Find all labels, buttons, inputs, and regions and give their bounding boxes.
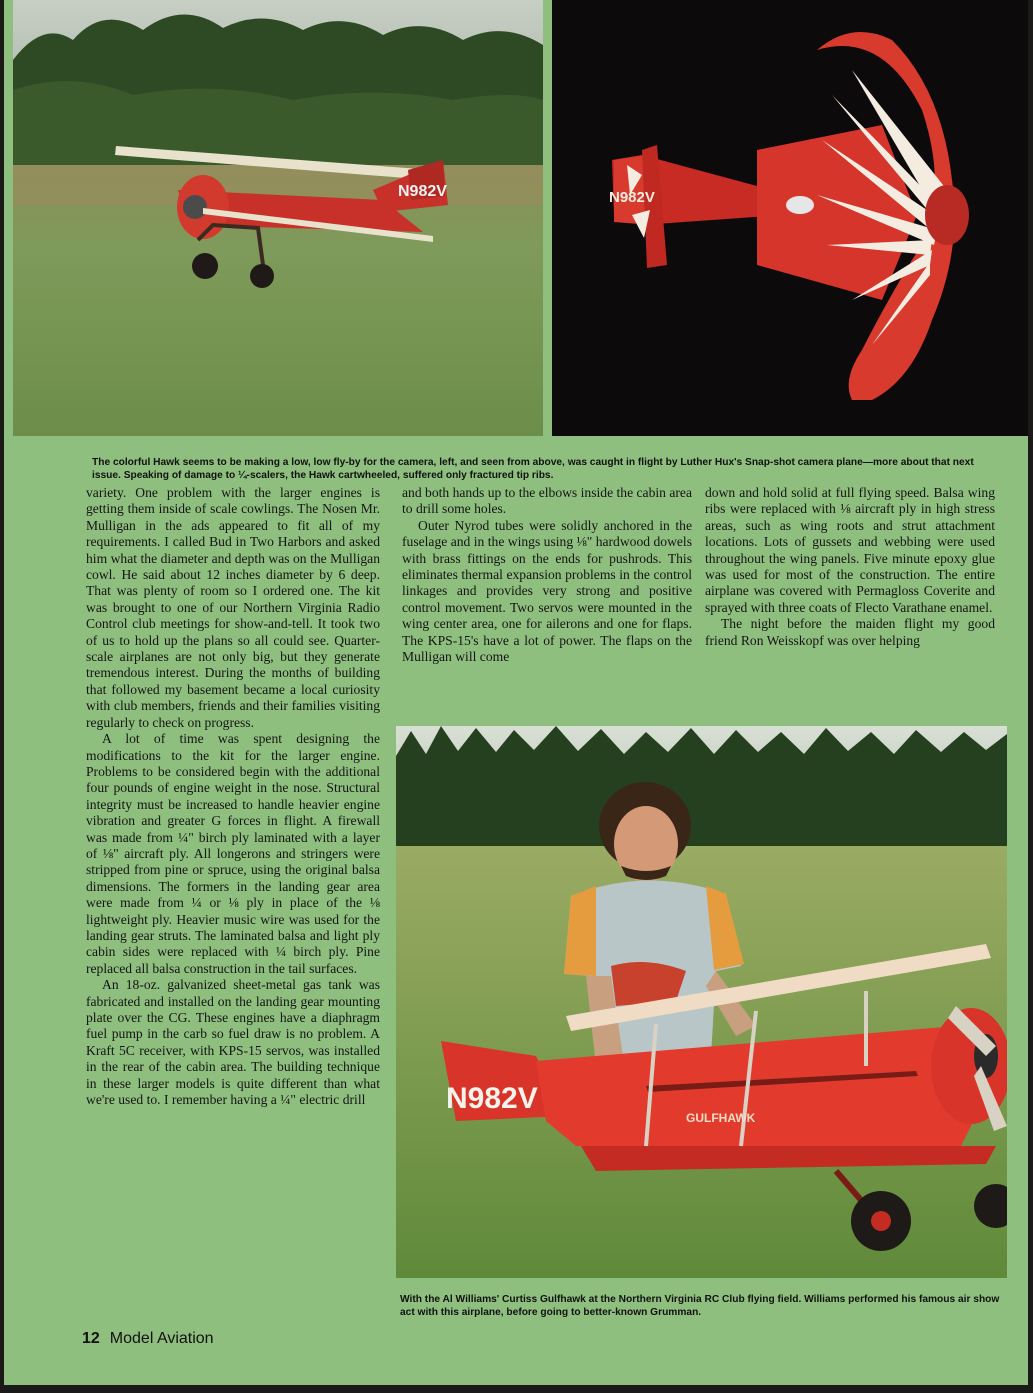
column-1-paragraph: An 18-oz. galvanized sheet-metal gas tank was fabricated and installed on the landing gear mounting plate over the CG. These engines have a diaphragm fuel pump in the carb so fuel draw is no problem. A Kraft 5C receiver, with KPS-15 servos, was installed in the rear of the cabin area. The building technique in these larger models is quite different than what we're used to. I remember having a ¼" electric drill	[86, 977, 380, 1108]
magazine-page	[4, 0, 1028, 1385]
column-2-paragraph: and both hands up to the elbows inside the cabin area to drill some holes.	[402, 485, 692, 517]
column-1-paragraph: A lot of time was spent designing the modifications to the kit for the larger engine. Problems to be considered begin with the additional four pounds of engine weight in the nose. Structural integrity must be increased to handle heavier engine vibration and greater G forces in flight. A firewall was made from ¼" birch ply laminated with a layer of ⅛" aircraft ply. All longerons and stringers were stripped from pine or spruce, using the original balsa dimensions. The formers in the landing gear area were made from ¼ or ⅛ ply in place of the ⅛ lightweight ply. Heavier music wire was used for the landing gear struts. The laminated balsa and light ply cabin sides were replaced with ¼ birch ply. Pine replaced all balsa construction in the tail surfaces.	[86, 731, 380, 976]
column-3-paragraph: The night before the maiden flight my good friend Ron Weisskopf was over helping	[705, 616, 995, 648]
gulfhawk-fuselage-name: GULFHAWK	[686, 1111, 756, 1125]
pilot-with-gulfhawk-photo	[396, 726, 1007, 1278]
overhead-night-photo	[552, 0, 1028, 436]
page-footer	[82, 1330, 214, 1348]
page-number: 12	[82, 1330, 100, 1347]
top-photo-caption: The colorful Hawk seems to be making a low, low fly-by for the camera, left, and seen from above, was caught in flight by Luther Hux's Snap-shot camera plane—more about that next issue. Speaking of damage to ¼-scalers, the Hawk cartwheeled, suffered only fractured tip ribs.	[92, 457, 974, 482]
flyby-registration-label: N982V	[398, 183, 447, 200]
article-column-1	[86, 485, 380, 1108]
magazine-name: Model Aviation	[109, 1330, 214, 1347]
gulfhawk-registration-label: N982V	[446, 1082, 538, 1115]
bottom-photo-caption: With the Al Williams' Curtiss Gulfhawk at the Northern Virginia RC Club flying field. Williams performed his famous air show act with this airplane, before going to better-known Grumman.	[400, 1294, 1000, 1319]
article-column-2	[402, 485, 692, 665]
column-2-paragraph: Outer Nyrod tubes were solidly anchored in the fuselage and in the wings using ⅛" hardwood dowels with brass fittings on the ends for pushrods. This eliminates thermal expansion problems in the control linkages and provides very strong and positive control movement. Two servos were mounted in the wing center area, one for ailerons and one for flaps. The KPS-15's have a lot of power. The flaps on the Mulligan will come	[402, 517, 692, 665]
column-1-paragraph: variety. One problem with the larger engines is getting them inside of scale cowlings. The Nosen Mr. Mulligan in the ads appeared to fit all of my requirements. I called Bud in Two Harbors and asked him what the diameter and depth was on the Mulligan cowl. He said about 12 inches diameter by 6 deep. That was plenty of room so I ordered one. The kit was brought to one of our Northern Virginia Radio Control club meetings for show-and-tell. It took two of us to hold up the plans so all could see. Quarter-scale airplanes are not only big, but they generate tremendous interest. During the months of building that followed my basement became a local curiosity with club members, friends and their families visiting regularly to check on progress.	[86, 485, 380, 730]
column-3-paragraph: down and hold solid at full flying speed. Balsa wing ribs were replaced with ⅛ aircraft ply in high stress areas, such as wing roots and strut attachment locations. Lots of gussets and webbing were used throughout the wing panels. Five minute epoxy glue was used for most of the construction. The entire airplane was covered with Permagloss Coverite and sprayed with three coats of Flecto Varathane enamel.	[705, 485, 995, 615]
article-column-3	[705, 485, 995, 649]
flyby-photo	[13, 0, 543, 436]
overhead-registration-label: N982V	[609, 189, 655, 206]
